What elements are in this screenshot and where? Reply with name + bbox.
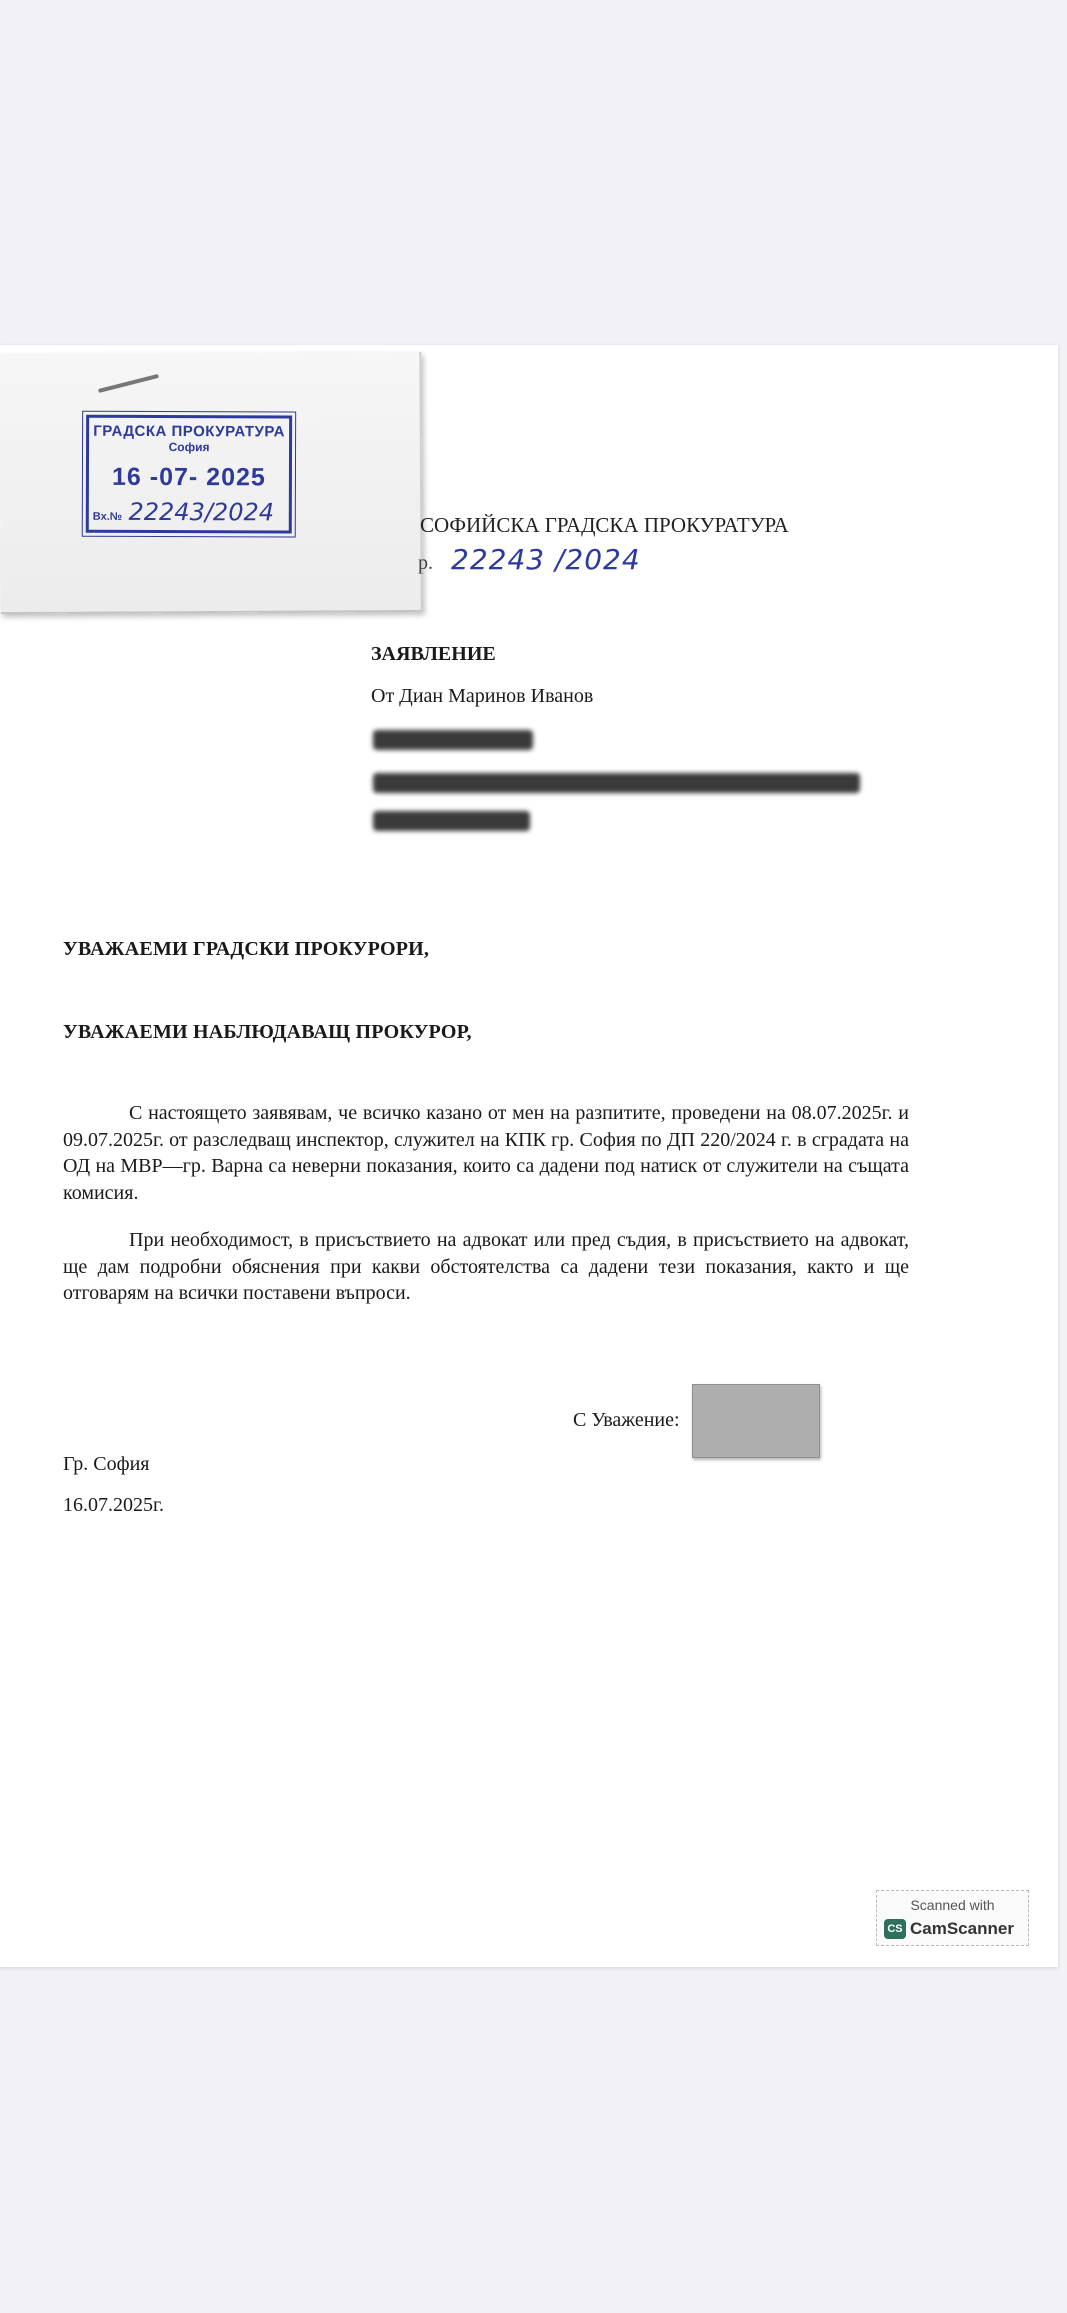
body-paragraph-2: При необходимост, в присъствието на адвокат или пред съдия, в присъствието на адвокат, ще дам подробни обяснения при какви обстоятелства са дадени тези показания, както и ще отговарям на всички поставени въпроси.	[63, 1229, 909, 1304]
registration-prefix: р.	[418, 552, 433, 574]
redacted-id-line	[373, 730, 533, 750]
watermark-caption: Scanned with	[910, 1897, 995, 1913]
watermark-brand: CamScanner	[910, 1919, 1014, 1938]
document-date: 16.07.2025г.	[63, 1494, 164, 1516]
body-paragraph-1: С настоящето заявявам, че всичко казано от мен на разпитите, проведени на 08.07.2025г. и 09.07.2025г. от разследващ инспектор, служител на КПК гр. София по ДП 220/2024 г. в сградата на ОД на МВР—гр. Варна са неверни показания, които са дадени под натиск от служители на същата комисия.	[63, 1102, 909, 1204]
redacted-address-line	[373, 773, 860, 793]
redacted-signature	[692, 1384, 820, 1458]
registry-stamp	[86, 415, 292, 534]
salutation-city-prosecutors: УВАЖАЕМИ ГРАДСКИ ПРОКУРОРИ,	[63, 938, 430, 960]
registration-slip	[0, 352, 423, 614]
camscanner-logo-icon: CS	[884, 1919, 906, 1939]
addressee: СОФИЙСКА ГРАДСКА ПРОКУРАТУРА	[420, 513, 789, 537]
handwritten-registration	[418, 543, 641, 576]
stamp-date: 16 -07- 2025	[112, 462, 266, 492]
camscanner-watermark	[876, 1890, 1029, 1946]
stamp-office-name: ГРАДСКА ПРОКУРАТУРА	[93, 422, 285, 441]
sender-name: От Диан Маринов Иванов	[371, 685, 594, 707]
scanned-document-page	[0, 345, 1058, 1967]
document-title: ЗАЯВЛЕНИЕ	[371, 643, 496, 665]
registration-number: 22243 /2024	[451, 543, 641, 576]
salutation-supervising-prosecutor: УВАЖАЕМИ НАБЛЮДАВАЩ ПРОКУРОР,	[63, 1021, 472, 1043]
stamp-registration	[93, 498, 285, 527]
place: Гр. София	[63, 1453, 150, 1475]
stamp-reg-label: Вх.№	[92, 510, 123, 523]
redacted-phone-line	[373, 811, 530, 831]
stamp-city: София	[168, 440, 210, 455]
staple	[98, 374, 159, 393]
stamp-reg-number: 22243/2024	[128, 497, 275, 527]
closing-phrase: С Уважение:	[573, 1409, 680, 1431]
